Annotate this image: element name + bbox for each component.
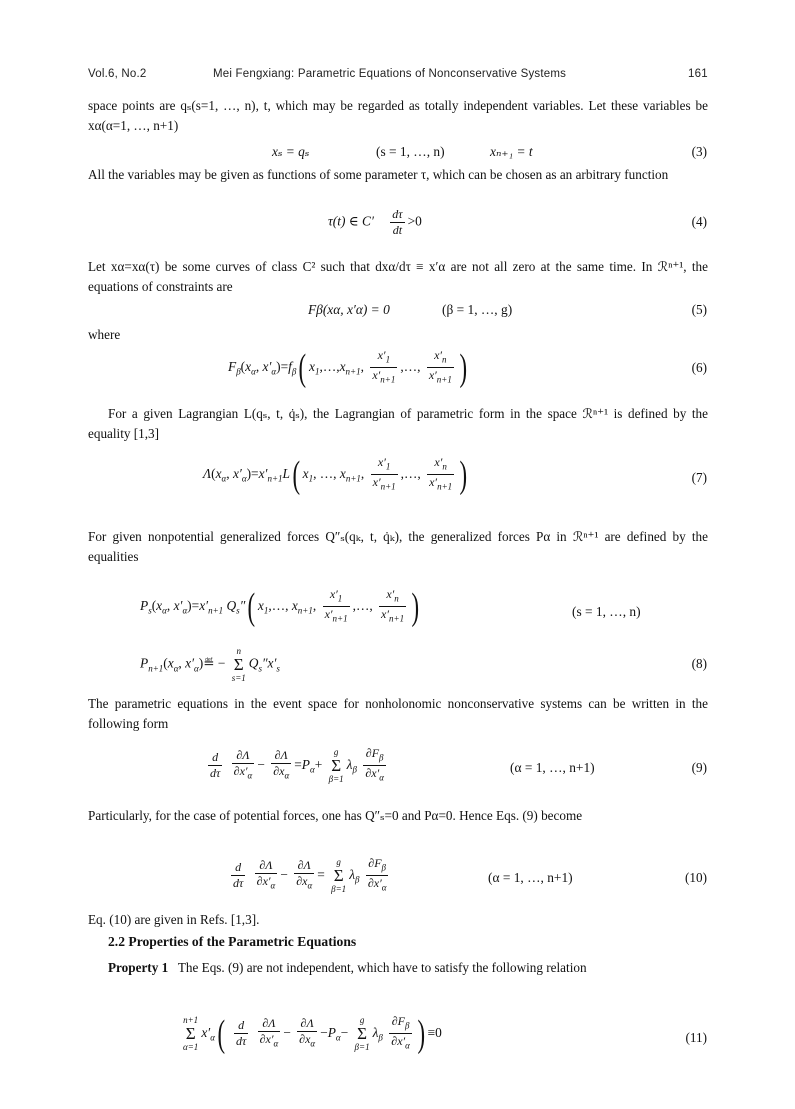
- equation-number-7: (7): [691, 470, 707, 485]
- equation-5-range: (β = 1, …, g): [442, 302, 513, 317]
- equation-5-left: Fβ(xα, x′α) = 0: [308, 302, 390, 317]
- word-where: where: [88, 327, 121, 342]
- equation-8-line-1: $P_s(x_\alpha$, $x'_\alpha)=x'_{n+1}$ $Q_s''$( $x_1,\dots$, $x_{n+1}$, $\frac{x'_1}{x'_{n+1}}$ ,…, $\frac{x'_n}{x'_{n+1}}$ ): [140, 585, 420, 628]
- equation-number-8: (8): [691, 656, 707, 671]
- paragraph-parametric-equations: The parametric equations in the event space for nonholonomic nonconservative systems can be written in the following form: [88, 696, 708, 731]
- equation-number-10: (10): [685, 870, 707, 885]
- property-label: Property 1: [108, 960, 169, 975]
- header-page-number: 161: [688, 68, 708, 80]
- equation-number-5: (5): [691, 302, 707, 317]
- equation-9-range: (α = 1, …, n+1): [510, 760, 595, 775]
- equation-6: $F_\beta(x_\alpha$, $x'_\alpha)=f_\beta$( $x_1,\dots,x_{n+1}$, $\frac{x'_1}{x'_{n+1}}$ ,…, $\frac{x'_n}{x'_{n+1}}$ ): [228, 346, 467, 389]
- equation-number-4: (4): [691, 214, 707, 229]
- equation-number-3: (3): [691, 144, 707, 159]
- equation-7: $\Lambda(x_\alpha$, $x'_\alpha)=x'_{n+1}L$( $x_1$, …, $x_{n+1}$, $\frac{x'_1}{x'_{n+1}}$ ,…, $\frac{x'_n}{x'_{n+1}}$ ): [203, 453, 468, 496]
- header-running-title: Mei Fengxiang: Parametric Equations of Nonconservative Systems: [213, 68, 567, 80]
- equation-3-right: xₙ₊₁ = t: [490, 144, 533, 159]
- equation-3-range: (s = 1, …, n): [376, 144, 445, 159]
- equation-4: τ(t) ∈ C′ $\frac{d\tau}{dt}$ >0: [328, 207, 422, 237]
- header-volume: Vol.6, No.2: [88, 68, 147, 80]
- paragraph-lagrangian: For a given Lagrangian L(qₛ, t, q̇ₛ), the Lagrangian of parametric form in the space ℛⁿ⁺¹ is defined by the equality [1,3]: [88, 406, 708, 441]
- equation-10-range: (α = 1, …, n+1): [488, 870, 573, 885]
- section-heading: 2.2 Properties of the Parametric Equations: [108, 934, 357, 949]
- paragraph-property-1: [88, 958, 708, 978]
- equation-8-range: (s = 1, …, n): [572, 604, 641, 619]
- equation-10: $\frac{d}{d\tau}$ $\frac{\partial\Lambda}{\partial x'_\alpha}$ − $\frac{\partial\Lambda}{\partial x_\alpha}$ = g Σ β=1 $\lambda_\beta$ $\frac{\partial F_\beta}{\partial x'_\alpha}$: [233, 856, 387, 895]
- paragraph-variables: space points are qₛ(s=1, …, n), t, which may be regarded as totally independent variables. Let these variables be xα(α=1, …, n+1): [88, 98, 708, 133]
- equation-9: $\frac{d}{d\tau}$ $\frac{\partial\Lambda}{\partial x'_\alpha}$ − $\frac{\partial\Lambda}{\partial x_\alpha}$ $=P_\alpha+$ g Σ β=1 $\lambda_\beta$ $\frac{\partial F_\beta}{\partial x'_\alpha}$: [210, 746, 384, 785]
- paragraph-parameter: All the variables may be given as functions of some parameter τ, which can be chosen as an arbitrary function: [88, 167, 669, 182]
- paragraph-forces: For given nonpotential generalized forces Q″ₛ(qₖ, t, q̇ₖ), the generalized forces Pα in ℛⁿ⁺¹ are defined by the equalities: [88, 529, 708, 564]
- property-text: The Eqs. (9) are not independent, which have to satisfy the following relation: [177, 960, 587, 975]
- equation-number-11: (11): [685, 1030, 707, 1045]
- equation-number-9: (9): [691, 760, 707, 775]
- equation-11: n+1 Σ α=1 $x'_\alpha$( $\frac{d}{d\tau}$ $\frac{\partial\Lambda}{\partial x'_\alpha}$ − $\frac{\partial\Lambda}{\partial x_\alpha}$ $-P_\alpha-$ g Σ β=1 $\lambda_\beta$ $\frac{\partial F_\beta}{\partial x'_\alpha}$ ) ≡0: [183, 1012, 442, 1055]
- equation-number-6: (6): [691, 360, 707, 375]
- equation-4-left: τ(t) ∈ C′: [328, 213, 374, 229]
- paragraph-potential-forces: Particularly, for the case of potential forces, one has Q″ₛ=0 and Pα=0. Hence Eqs. (9) become: [88, 808, 583, 823]
- equation-8-line-2: $P_{n+1}(x_\alpha$, $x'_\alpha)≝$ − n Σ s=1 $Q_s''x'_s$: [140, 646, 280, 683]
- paragraph-references: Eq. (10) are given in Refs. [1,3].: [88, 912, 260, 927]
- equation-3-left: xₛ = qₛ: [272, 144, 310, 159]
- paragraph-curves: Let xα=xα(τ) be some curves of class C² such that dxα/dτ ≡ x′α are not all zero at the same time. In ℛⁿ⁺¹, the equations of constraints are: [88, 259, 708, 294]
